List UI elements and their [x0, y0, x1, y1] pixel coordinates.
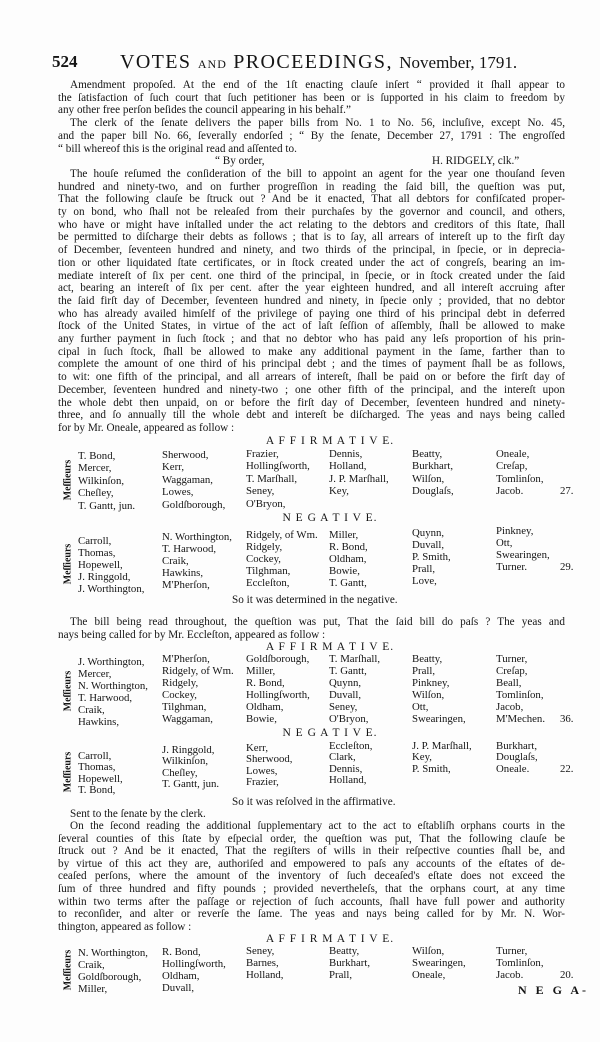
- member-name: Waggaman,: [162, 712, 213, 725]
- text-line: within two terms after the paſſage or rejection of ſuch accounts, ſhall have full power and authority: [58, 895, 565, 908]
- member-name: Douglaſs,: [412, 485, 454, 497]
- member-name: Holland,: [329, 460, 367, 472]
- member-name: J. P. Marſhall,: [329, 472, 389, 485]
- text-line: who have or might have inſtalled under the act relating to the debtors and creditors of this ſtate, ſhall: [58, 218, 565, 231]
- member-name: Prall,: [329, 968, 353, 981]
- text-line: the ſaid firſt day of December, ſeventeen hundred and ninety, in ſpecie only ; provided, that no debtor: [58, 294, 565, 307]
- sent-note: Sent to the ſenate by the clerk.: [70, 808, 206, 820]
- member-name: P. Smith,: [412, 762, 451, 775]
- member-name: R. Bond,: [246, 676, 285, 689]
- member-name: Dennis,: [329, 447, 363, 460]
- member-name: Eccleſton,: [246, 576, 290, 589]
- vote-count: 22.: [560, 762, 574, 775]
- vote-count: 27.: [560, 485, 574, 497]
- result-text: So it was reſolved in the affirmative.: [232, 796, 396, 808]
- member-name: Tilghman,: [246, 564, 291, 577]
- text-line: ſtruck out ? And be it enacted, That the regiſters of wills in their reſpective counties ſhall be, and: [58, 845, 565, 858]
- text-line: three, and ſo annually till the whole debt and intereſt be diſcharged. The yeas and nays being called: [58, 409, 565, 422]
- member-name: T. Gantt,: [329, 576, 367, 589]
- text-line: ceaſed perſons, where the amount of the inventory of ſuch deceaſed's eſtate does not exceed the: [58, 870, 565, 883]
- text-line: complete the amount of one third of his principal debt ; and the times of payment ſhall be as follows,: [58, 358, 565, 371]
- member-name: Thomas,: [78, 761, 116, 773]
- messieurs-label-text: Meſſieurs: [62, 543, 74, 585]
- member-name: Oldham,: [162, 969, 200, 982]
- member-name: Wilſon,: [412, 944, 445, 957]
- member-name: Eccleſton,: [329, 739, 373, 752]
- member-name: T. Gantt, jun.: [78, 499, 136, 512]
- member-name: Swearingen,: [412, 956, 466, 969]
- member-name: Beatty,: [329, 944, 360, 957]
- text-line: any other free perſon beſides the council appearing in his behalf.”: [58, 104, 351, 117]
- member-name: Sherwood,: [246, 753, 293, 765]
- member-name: Goldſborough,: [162, 498, 226, 511]
- member-name: T. Bond,: [78, 784, 116, 796]
- member-name: Ott,: [412, 700, 429, 713]
- member-name: Frazier,: [246, 447, 279, 460]
- member-name: T. Gantt,: [329, 664, 367, 677]
- clerk-signature: H. RIDGELY, clk.”: [432, 155, 520, 168]
- member-name: Miller,: [329, 528, 359, 541]
- text-line: On the ſecond reading the additional ſupplementary act to the act to eſtabliſh orphans courts in the: [70, 820, 565, 832]
- member-name: Thomas,: [78, 546, 116, 559]
- member-name: Tomlinſon,: [496, 472, 544, 485]
- member-name: O'Bryon,: [246, 497, 286, 510]
- member-name: J. Worthington,: [78, 582, 145, 595]
- member-name: Clark,: [329, 751, 356, 763]
- member-name: Hollingſworth,: [246, 460, 310, 472]
- member-name: P. Smith,: [412, 550, 451, 563]
- title-proceedings: PROCEEDINGS,: [233, 51, 393, 73]
- member-name: Duvall,: [162, 981, 195, 994]
- text-line: the ſatisfaction of ſuch court that ſuch petitioner has been or is ſupported in his claim to freedom by: [58, 91, 565, 104]
- member-name: Hollingſworth,: [162, 957, 226, 970]
- member-name: Carroll,: [78, 749, 112, 762]
- member-name: Wilſon,: [412, 472, 445, 485]
- member-name: Oneale.: [496, 762, 530, 775]
- text-line: ſeveral counties of this ſtate by eſpecial order, the queſtion was put, That the following clauſe be: [58, 832, 565, 845]
- member-name: Burkhart,: [496, 739, 538, 752]
- member-name: Tilghman,: [162, 700, 207, 713]
- member-name: T. Gantt, jun.: [162, 778, 220, 790]
- member-name: M'Mechen.: [496, 712, 546, 725]
- text-line: December, ſeventeen hundred and ninety-two ; one other fifth of the principal, and the intereſt upon: [58, 383, 565, 396]
- member-name: Creſap,: [496, 664, 528, 677]
- member-name: Hopewell,: [78, 772, 123, 785]
- text-line: the whole debt then unpaid, on or before the firſt day of December, ſeventeen hundred and ninety-: [58, 396, 565, 409]
- member-name: Swearingen,: [496, 548, 550, 561]
- member-name: N. Worthington,: [162, 530, 233, 543]
- member-name: Oneale,: [412, 968, 446, 981]
- member-name: J. P. Marſhall,: [412, 739, 472, 752]
- member-name: Ridgely,: [246, 540, 283, 553]
- member-name: Burkhart,: [329, 956, 371, 969]
- text-line: tion or other liquidated ſtate certificates, or in ſtock created under the act of congreſs, bearing an im-: [58, 256, 565, 269]
- member-name: Turner.: [496, 560, 528, 573]
- member-name: Pinkney,: [496, 524, 534, 537]
- member-name: Hopewell,: [78, 558, 123, 571]
- member-name: Carroll,: [78, 534, 112, 547]
- member-name: Douglaſs,: [496, 751, 538, 763]
- member-name: Sherwood,: [162, 448, 209, 461]
- vote-count: 20.: [560, 968, 574, 981]
- text-line: by virtue of this act they are, authoriſed and empowered to paſs any accounts of the eſtates of de-: [58, 857, 565, 870]
- member-name: Miller,: [246, 664, 276, 677]
- member-name: R. Bond,: [329, 540, 368, 553]
- member-name: Prall,: [412, 664, 436, 677]
- text-line: act, bearing an intereſt of ſix per cent. after the year eighteen hundred, and all intereſt accruing after: [58, 282, 565, 295]
- member-name: T. Marſhall,: [329, 652, 381, 665]
- member-name: Seney,: [329, 700, 358, 713]
- vote-heading: N E G A T I V E.: [282, 512, 378, 524]
- vote-heading: N E G A T I V E.: [282, 727, 378, 739]
- member-name: Holland,: [329, 774, 367, 786]
- messieurs-label: [64, 749, 78, 796]
- member-name: Burkhart,: [412, 460, 454, 472]
- member-name: Kerr,: [246, 741, 269, 754]
- member-name: Barnes,: [246, 956, 279, 969]
- member-name: Craik,: [78, 703, 105, 716]
- text-line: ſum of three hundred and fifty pounds ; provided nevertheleſs, that the orphans court, at any time: [58, 883, 565, 895]
- page-title: [120, 50, 517, 76]
- messieurs-label-text: Meſſieurs: [62, 670, 74, 712]
- member-name: Wilkinſon,: [162, 755, 209, 767]
- member-name: Oneale,: [496, 447, 530, 460]
- title-and: AND: [197, 57, 227, 71]
- member-name: Seney,: [246, 485, 275, 497]
- member-name: Duvall,: [329, 688, 362, 701]
- text-line: to wit: one fifth of the principal, and all arrears of intereſt, ſhall be paid on or before the firſt day of: [58, 371, 565, 384]
- member-name: Bowie,: [329, 564, 360, 577]
- text-line: for by Mr. Oneale, appeared as follow :: [58, 421, 235, 434]
- member-name: Lowes,: [246, 764, 278, 777]
- member-name: Key,: [329, 485, 349, 497]
- member-name: Ott,: [496, 536, 513, 549]
- member-name: N. Worthington,: [78, 679, 149, 692]
- member-name: J. Ringgold,: [78, 570, 131, 583]
- member-name: Beatty,: [412, 652, 443, 665]
- member-name: O'Bryon,: [329, 712, 369, 725]
- member-name: T. Bond,: [78, 449, 116, 462]
- text-line: ty on bond, who ſhall not be releaſed from their purchaſes by the governor and council, and others,: [58, 206, 565, 218]
- member-name: Goldſborough,: [78, 970, 142, 983]
- messieurs-label: [64, 449, 78, 511]
- text-line: ſtock of the United States, in virtue of the act of laſt ſeſſion of aſſembly, ſhall be allowed to make: [58, 320, 565, 333]
- member-name: Quynn,: [412, 526, 445, 539]
- member-name: Jacob.: [496, 485, 524, 497]
- text-line: nays being called for by Mr. Eccleſton, appeared as follow :: [58, 628, 326, 641]
- by-order: “ By order,: [215, 155, 265, 168]
- member-name: Turner,: [496, 652, 528, 665]
- member-name: Mercer,: [78, 667, 112, 680]
- member-name: Miller,: [78, 982, 108, 995]
- member-name: Frazier,: [246, 776, 279, 788]
- messieurs-label-text: Meſſieurs: [62, 751, 74, 793]
- vote-count: 29.: [560, 560, 574, 573]
- member-name: Prall,: [412, 562, 436, 575]
- member-name: Waggaman,: [162, 473, 213, 486]
- member-name: Dennis,: [329, 762, 363, 775]
- title-votes: VOTES: [120, 51, 192, 73]
- text-line: “ bill whereof this is the original read and aſſented to.: [58, 142, 297, 155]
- title-date: November, 1791.: [399, 53, 518, 72]
- member-name: Oldham,: [246, 700, 284, 713]
- member-name: Cockey,: [246, 552, 281, 565]
- text-line: mediate intereſt of ſix per cent. one third of the principal, in ſpecie, or in ſtock created under the ſaid: [58, 269, 565, 282]
- member-name: Oldham,: [329, 552, 367, 565]
- member-name: Cheſley,: [162, 766, 198, 779]
- text-line: Amendment propoſed. At the end of the 1ſt enacting clauſe inſert “ provided it ſhall appear to: [70, 79, 565, 91]
- member-name: M'Pherſon,: [162, 578, 210, 591]
- member-name: Jacob.: [496, 968, 524, 981]
- member-name: Cockey,: [162, 688, 197, 701]
- member-name: Hollingſworth,: [246, 688, 310, 701]
- member-name: M'Pherſon,: [162, 652, 210, 665]
- messieurs-label: [64, 946, 78, 994]
- page-number: 524: [52, 52, 78, 71]
- member-name: Beatty,: [412, 447, 443, 460]
- messieurs-label: [64, 655, 78, 727]
- member-name: Tomlinſon,: [496, 688, 544, 701]
- member-name: Goldſborough,: [246, 652, 310, 665]
- member-name: T. Harwood,: [162, 542, 217, 555]
- member-name: Ridgely, of Wm.: [246, 528, 318, 541]
- member-name: Seney,: [246, 944, 275, 957]
- catchword: N E G A-: [518, 983, 590, 997]
- messieurs-label-text: Meſſieurs: [62, 949, 74, 991]
- member-name: Hawkins,: [78, 715, 120, 728]
- member-name: Jacob,: [496, 700, 524, 713]
- member-name: Holland,: [246, 968, 284, 981]
- text-line: any further payment in ſuch ſtock ; and that no debtor who has paid any leſs proportion of his prin-: [58, 333, 565, 345]
- text-line: to reconſider, and alter or reverſe the ſame. The yeas and nays being called for by Mr. N. Wor-: [58, 908, 565, 921]
- member-name: Wilkinſon,: [78, 474, 125, 487]
- vote-heading: A F F I R M A T I V E.: [265, 435, 395, 447]
- running-header: [52, 50, 568, 74]
- vote-heading: A F F I R M A T I V E.: [265, 933, 395, 945]
- member-name: Kerr,: [162, 461, 185, 473]
- member-name: Ridgely, of Wm.: [162, 664, 234, 677]
- messieurs-label: [64, 534, 78, 594]
- text-line: of December, ſeventeen hundred and ninety, and two thirds of the principal, in ſpecie, or in deprecia-: [58, 244, 565, 257]
- text-line: The clerk of the ſenate delivers the paper bills from No. 1 to No. 56, incluſive, except No. 45,: [70, 117, 565, 130]
- member-name: T. Harwood,: [78, 691, 133, 704]
- member-name: T. Marſhall,: [246, 472, 298, 485]
- result-text: So it was determined in the negative.: [232, 594, 398, 606]
- member-name: Lowes,: [162, 486, 194, 498]
- member-name: J. Worthington,: [78, 655, 145, 668]
- member-name: Key,: [412, 751, 432, 763]
- text-line: The bill being read throughout, the queſtion was put, That the ſaid bill do paſs ? The yeas and: [70, 616, 565, 628]
- member-name: Love,: [412, 574, 437, 587]
- member-name: Swearingen,: [412, 712, 466, 725]
- member-name: Creſap,: [496, 460, 528, 472]
- member-name: Turner,: [496, 944, 528, 957]
- vote-heading: A F F I R M A T I V E.: [265, 641, 395, 653]
- member-name: Ridgely,: [162, 676, 199, 689]
- member-name: Cheſley,: [78, 487, 114, 499]
- text-line: who has already availed himſelf of the privilege of paying one third of his principal debt in deferred: [58, 307, 565, 320]
- member-name: Beall,: [496, 676, 522, 689]
- text-line: hundred and ninety-two, and on further progreſſion in reading the ſaid bill, the queſtion was put,: [58, 180, 565, 193]
- text-line: be permitted to diſcharge their debts as follows ; that is to ſay, all arrears of intereſt up to the firſt day: [58, 231, 565, 244]
- member-name: Bowie,: [246, 712, 277, 725]
- member-name: Duvall,: [412, 538, 445, 551]
- member-name: Quynn,: [329, 676, 362, 689]
- text-line: cipal in ſuch ſtock, ſhall be allowed to make any additional payment in the ſame, farther than to: [58, 345, 565, 358]
- member-name: Pinkney,: [412, 676, 450, 689]
- member-name: Wilſon,: [412, 688, 445, 701]
- messieurs-label-text: Meſſieurs: [62, 459, 74, 501]
- text-line: The houſe reſumed the conſideration of the bill to appoint an agent for the year one thouſand ſeven: [70, 167, 565, 180]
- member-name: J. Ringgold,: [162, 743, 215, 756]
- text-line: That the following clauſe be ſtruck out ? And be it enacted, That all debtors for confiſcated proper-: [58, 193, 565, 206]
- member-name: Mercer,: [78, 462, 112, 474]
- vote-count: 36.: [560, 712, 574, 725]
- member-name: Craik,: [78, 958, 105, 971]
- text-line: thington, appeared as follow :: [58, 920, 192, 933]
- text-line: and the paper bill No. 66, ſeverally endorſed ; “ By the ſenate, December 27, 1791 : The engroſſed: [58, 129, 565, 142]
- member-name: N. Worthington,: [78, 946, 149, 959]
- member-name: R. Bond,: [162, 945, 201, 958]
- member-name: Tomlinſon,: [496, 956, 544, 969]
- member-name: Hawkins,: [162, 566, 204, 579]
- member-name: Craik,: [162, 554, 189, 567]
